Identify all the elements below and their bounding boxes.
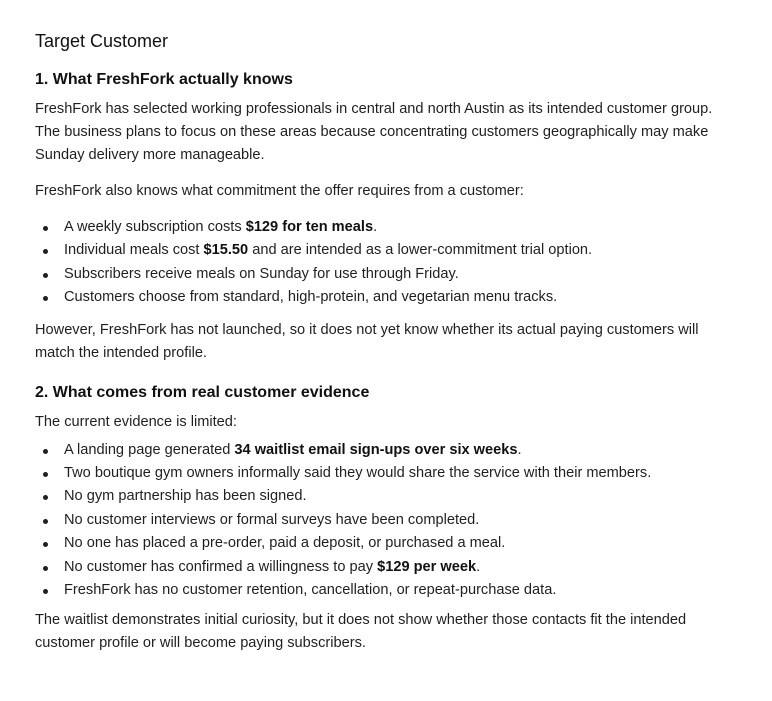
paragraph-evidence-intro: The current evidence is limited: bbox=[35, 413, 237, 430]
list-item: Customers choose from standard, high-protein, and vegetarian menu tracks. bbox=[35, 286, 736, 309]
list-item: Subscribers receive meals on Sunday for use through Friday. bbox=[35, 263, 736, 286]
paragraph-intended-group: FreshFork has selected working professionals in central and north Austin as its intended customer group. The business plans to focus on these areas because concentrating customers geographically may make Sunday delivery more manageable. bbox=[35, 101, 713, 163]
list-item: Two boutique gym owners informally said they would share the service with their members. bbox=[35, 462, 736, 485]
commitment-list bbox=[35, 216, 736, 310]
list-item: FreshFork has no customer retention, cancellation, or repeat-purchase data. bbox=[35, 579, 736, 602]
list-item: No customer has confirmed a willingness to pay $129 per week. bbox=[35, 556, 736, 579]
list-item: A landing page generated 34 waitlist email sign-ups over six weeks. bbox=[35, 439, 736, 462]
section-heading-evidence: 2. What comes from real customer evidence bbox=[35, 383, 370, 401]
page-title: Target Customer bbox=[35, 31, 169, 51]
list-item: No customer interviews or formal surveys have been completed. bbox=[35, 509, 736, 532]
list-item: Individual meals cost $15.50 and are intended as a lower-commitment trial option. bbox=[35, 239, 736, 262]
section-heading-knows: 1. What FreshFork actually knows bbox=[35, 71, 293, 88]
list-item: A weekly subscription costs $129 for ten meals. bbox=[35, 216, 736, 239]
evidence-list bbox=[35, 439, 736, 603]
paragraph-not-launched: However, FreshFork has not launched, so it does not yet know whether its actual paying customers will match the intended profile. bbox=[35, 321, 699, 361]
paragraph-closing: The waitlist demonstrates initial curiosity, but it does not show whether those contacts fit the intended customer profile or will become paying subscribers. bbox=[35, 612, 687, 652]
list-item: No gym partnership has been signed. bbox=[35, 485, 736, 508]
paragraph-commitment: FreshFork also knows what commitment the offer requires from a customer: bbox=[35, 183, 524, 199]
list-item: No one has placed a pre-order, paid a deposit, or purchased a meal. bbox=[35, 532, 736, 555]
